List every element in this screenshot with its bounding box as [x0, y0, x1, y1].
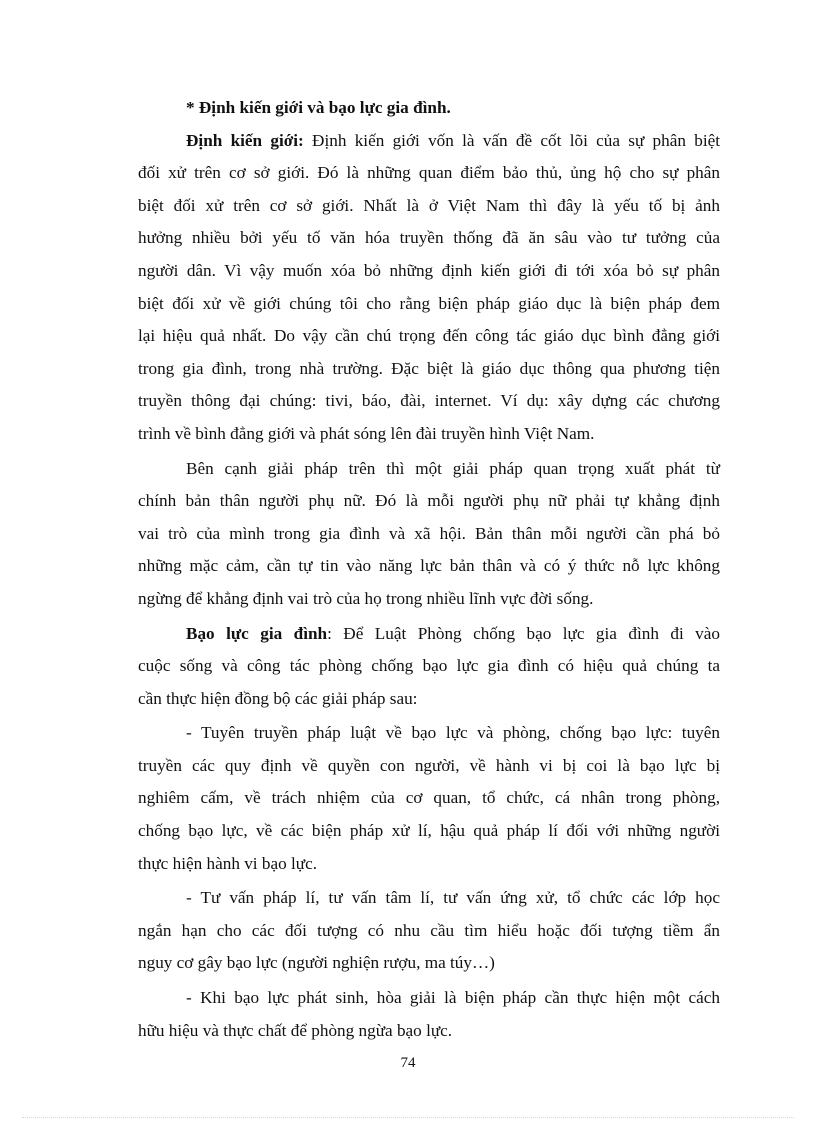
page-number: 74	[400, 1055, 416, 1071]
page-bottom-border	[22, 1117, 794, 1118]
section-heading: * Định kiến giới và bạo lực gia đình.	[186, 98, 451, 117]
paragraph-line: cuộc sống và công tác phòng chống bạo lực gia đình có hiệu quả chúng ta	[138, 656, 720, 676]
paragraph-line: Định kiến giới: Định kiến giới vốn là vấn đề cốt lõi của sự phân biệt	[186, 130, 720, 150]
paragraph-line: đối xử trên cơ sở giới. Đó là những quan điểm bảo thủ, ủng hộ cho sự phân	[138, 163, 720, 183]
paragraph-line: hưởng nhiều bởi yếu tố văn hóa truyền thống đã ăn sâu vào tư tưởng của	[138, 228, 720, 248]
paragraph-line: thực hiện hành vi bạo lực.	[138, 853, 318, 873]
paragraph-line: người dân. Vì vậy muốn xóa bỏ những định kiến giới đi tới xóa bỏ sự phân	[138, 260, 720, 280]
paragraph-line: - Tuyên truyền pháp luật về bạo lực và phòng, chống bạo lực: tuyên	[186, 723, 720, 743]
term-label: Định kiến giới:	[186, 130, 304, 150]
paragraph-line: trình về bình đẳng giới và phát sóng lên đài truyền hình Việt Nam.	[138, 423, 595, 443]
paragraph-line: Bên cạnh giải pháp trên thì một giải pháp quan trọng xuất phát từ	[186, 458, 720, 478]
paragraph-line: nghiêm cấm, về trách nhiệm của cơ quan, tổ chức, cá nhân trong phòng,	[138, 788, 720, 808]
paragraph-line: ngừng để khẳng định vai trò của họ trong nhiều lĩnh vực đời sống.	[138, 588, 594, 608]
list-item-mediation	[138, 982, 720, 1047]
document-page	[138, 92, 720, 1047]
paragraph-line: - Khi bạo lực phát sinh, hòa giải là biện pháp cần thực hiện một cách	[186, 988, 720, 1008]
paragraph-line: hữu hiệu và thực chất để phòng ngừa bạo lực.	[138, 1020, 453, 1040]
paragraph-line: truyền các quy định về quyền con người, về hành vi bị coi là bạo lực bị	[138, 755, 720, 775]
paragraph-line: chống bạo lực, về các biện pháp xử lí, hậu quả pháp lí đối với những người	[138, 821, 720, 841]
paragraph-line: - Tư vấn pháp lí, tư vấn tâm lí, tư vấn ứng xử, tổ chức các lớp học	[186, 888, 720, 908]
paragraph-gender-stereotype	[138, 125, 720, 451]
term-label: Bạo lực gia đình	[186, 623, 328, 643]
paragraph-line: trong gia đình, trong nhà trường. Đặc biệt là giáo dục thông qua phương tiện	[138, 358, 720, 378]
paragraph-line: biệt đối xử về giới chúng tôi cho rằng biện pháp giáo dục là biện pháp đem	[138, 293, 720, 313]
paragraph-line: vai trò của mình trong gia đình và xã hội. Bản thân mỗi người cần phá bỏ	[138, 523, 720, 543]
paragraph-line: biệt đối xử trên cơ sở giới. Nhất là ở Việt Nam thì đây là yếu tố bị ảnh	[138, 195, 720, 215]
list-item-propaganda	[138, 717, 720, 880]
paragraph-line: truyền thông đại chúng: tivi, báo, đài, internet. Ví dụ: xây dựng các chương	[138, 391, 720, 411]
paragraph-line: cần thực hiện đồng bộ các giải pháp sau:	[138, 688, 418, 708]
paragraph-line: chính bản thân người phụ nữ. Đó là mỗi người phụ nữ phải tự khẳng định	[138, 491, 720, 511]
paragraph-line: những mặc cảm, cần tự tin vào năng lực bản thân và có ý thức nỗ lực không	[138, 556, 720, 576]
paragraph-line: Bạo lực gia đình: Để Luật Phòng chống bạo lực gia đình đi vào	[186, 623, 720, 643]
paragraph-women-role	[138, 453, 720, 616]
paragraph-line: lại hiệu quả nhất. Do vậy cần chú trọng đến công tác giáo dục bình đẳng giới	[138, 326, 720, 346]
list-item-counseling	[138, 882, 720, 980]
paragraph-domestic-violence	[138, 618, 720, 716]
paragraph-line: ngắn hạn cho các đối tượng có nhu cầu tìm hiểu hoặc đối tượng tiềm ẩn	[138, 920, 720, 940]
paragraph-line: nguy cơ gây bạo lực (người nghiện rượu, ma túy…)	[138, 953, 495, 973]
